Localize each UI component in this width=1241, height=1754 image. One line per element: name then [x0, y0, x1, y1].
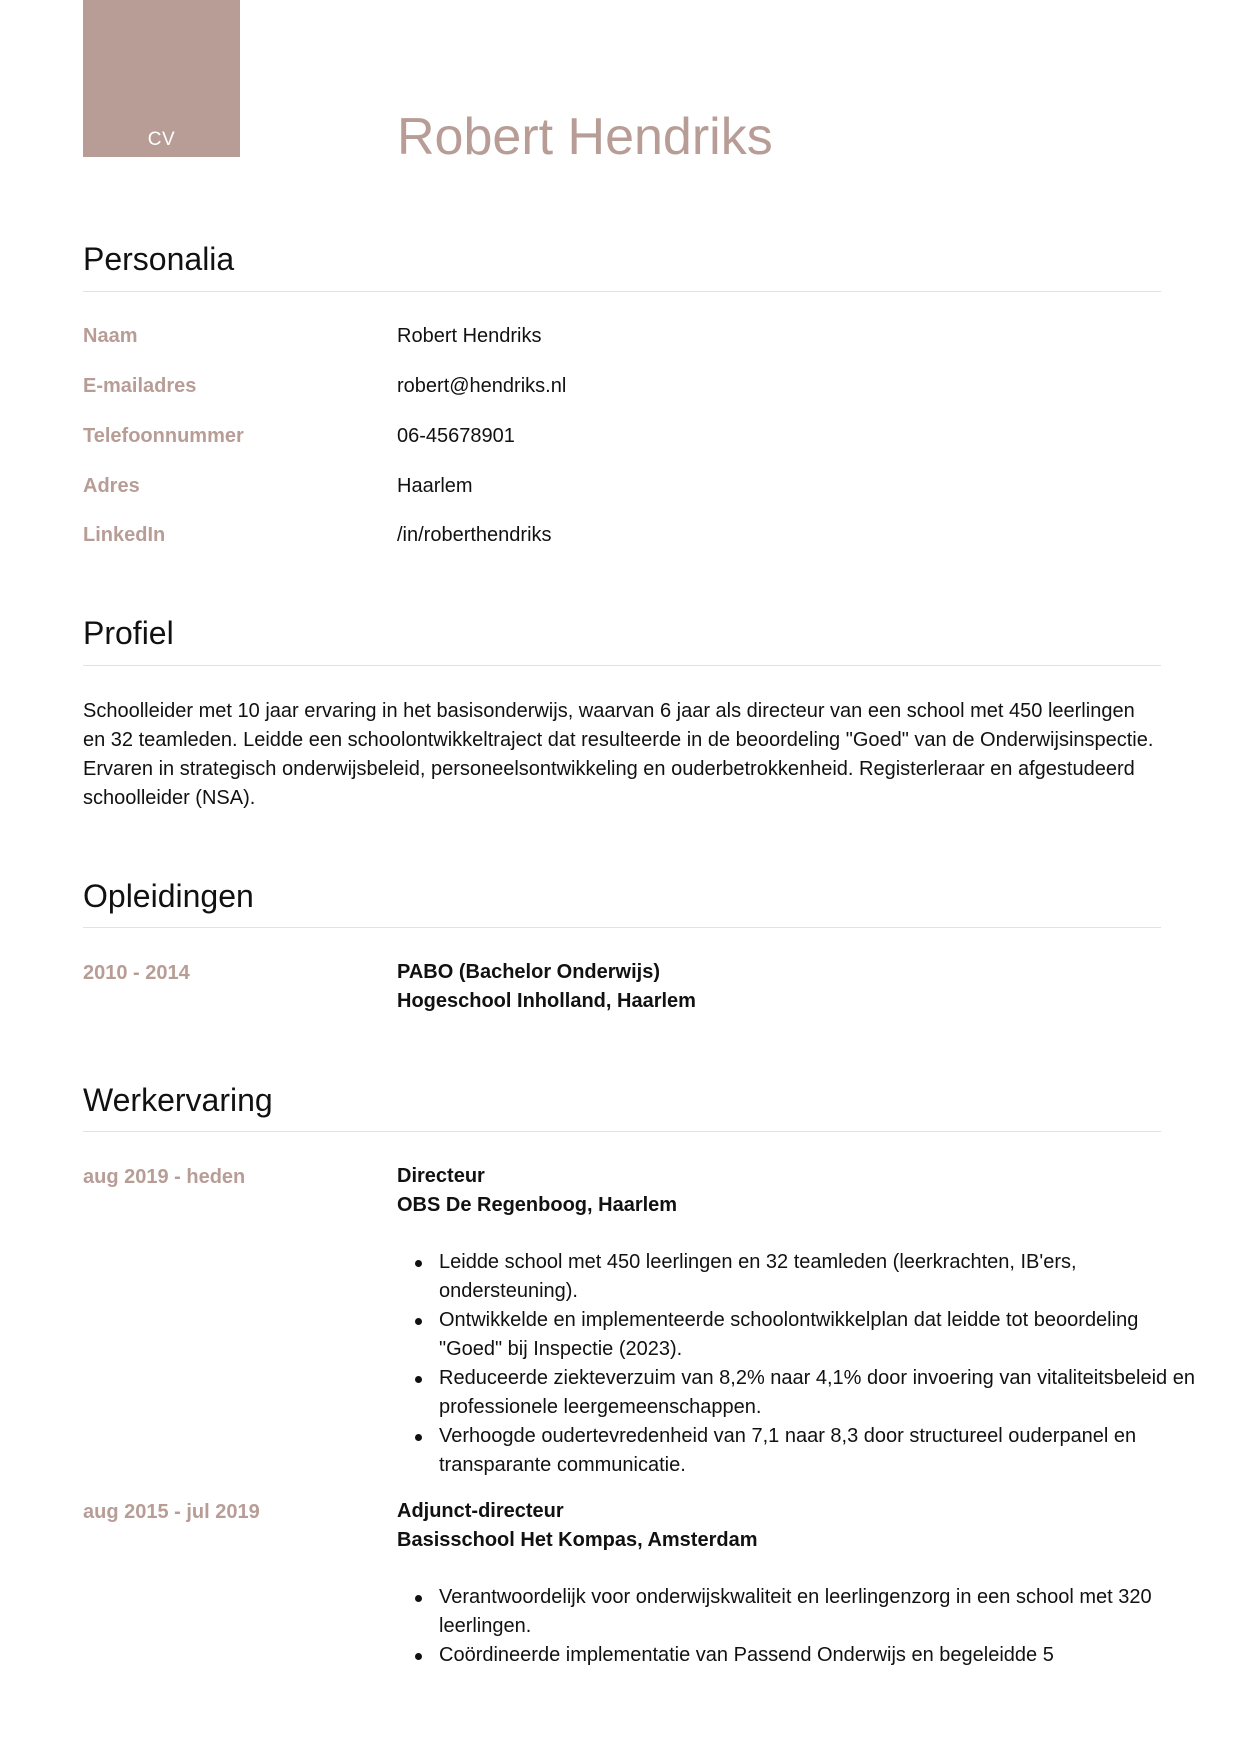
job-role: Adjunct-directeur — [397, 1500, 564, 1522]
section-title-opleidingen: Opleidingen — [83, 878, 254, 914]
field-label-name: Naam — [83, 325, 138, 347]
candidate-name: Robert Hendriks — [397, 108, 773, 166]
profile-photo-placeholder — [83, 0, 240, 157]
section-divider — [83, 665, 1161, 666]
section-divider — [83, 927, 1161, 928]
education-institution: Hogeschool Inholland, Haarlem — [397, 990, 696, 1012]
section-title-personalia: Personalia — [83, 241, 235, 277]
education-degree: PABO (Bachelor Onderwijs) — [397, 961, 661, 983]
job-achievements — [397, 1583, 1199, 1670]
job-entry — [397, 1162, 677, 1220]
section-divider — [83, 291, 1161, 292]
list-item: Coördineerde implementatie van Passend Onderwijs en begeleidde 5 — [439, 1641, 1199, 1670]
field-label-email: E-mailadres — [83, 375, 197, 397]
section-divider — [83, 1131, 1161, 1132]
field-label-linkedin: LinkedIn — [83, 524, 166, 546]
field-value-name: Robert Hendriks — [397, 325, 542, 347]
job-employer: OBS De Regenboog, Haarlem — [397, 1194, 678, 1216]
field-label-address: Adres — [83, 475, 140, 497]
field-value-phone: 06-45678901 — [397, 425, 515, 447]
job-entry — [397, 1497, 757, 1555]
list-item: Verhoogde oudertevredenheid van 7,1 naar 8,3 door structureel ouderpanel en transparante communicatie. — [439, 1422, 1199, 1480]
section-title-werkervaring: Werkervaring — [83, 1082, 273, 1118]
field-label-phone: Telefoonnummer — [83, 425, 244, 447]
education-period: 2010 - 2014 — [83, 962, 190, 984]
field-value-linkedin: /in/roberthendriks — [397, 524, 552, 546]
job-period: aug 2015 - jul 2019 — [83, 1501, 260, 1523]
job-employer: Basisschool Het Kompas, Amsterdam — [397, 1529, 758, 1551]
job-achievements — [397, 1248, 1199, 1480]
education-entry — [397, 958, 696, 1016]
list-item: Reduceerde ziekteverzuim van 8,2% naar 4,1% door invoering van vitaliteitsbeleid en professionele leergemeenschappen. — [439, 1364, 1199, 1422]
list-item: Leidde school met 450 leerlingen en 32 teamleden (leerkrachten, IB'ers, ondersteuning). — [439, 1248, 1199, 1306]
profile-summary: Schoolleider met 10 jaar ervaring in het basisonderwijs, waarvan 6 jaar als directeur van een school met 450 leerlingen en 32 teamleden. Leidde een schoolontwikkeltraject dat resulteerde in de beoordeling "Goed" van de Onderwijsinspectie. Ervaren in strategisch onderwijsbeleid, personeelsontwikkeling en ouderbetrokkenheid. Registerleraar en afgestudeerd schoolleider (NSA). — [83, 700, 1154, 809]
field-value-email: robert@hendriks.nl — [397, 375, 567, 397]
field-value-address: Haarlem — [397, 475, 473, 497]
job-role: Directeur — [397, 1165, 485, 1187]
list-item: Ontwikkelde en implementeerde schoolontwikkelplan dat leidde tot beoordeling "Goed" bij Inspectie (2023). — [439, 1306, 1199, 1364]
list-item: Verantwoordelijk voor onderwijskwaliteit en leerlingenzorg in een school met 320 leerlingen. — [439, 1583, 1199, 1641]
photo-label: CV — [147, 129, 176, 150]
job-period: aug 2019 - heden — [83, 1166, 246, 1188]
section-title-profiel: Profiel — [83, 615, 174, 651]
